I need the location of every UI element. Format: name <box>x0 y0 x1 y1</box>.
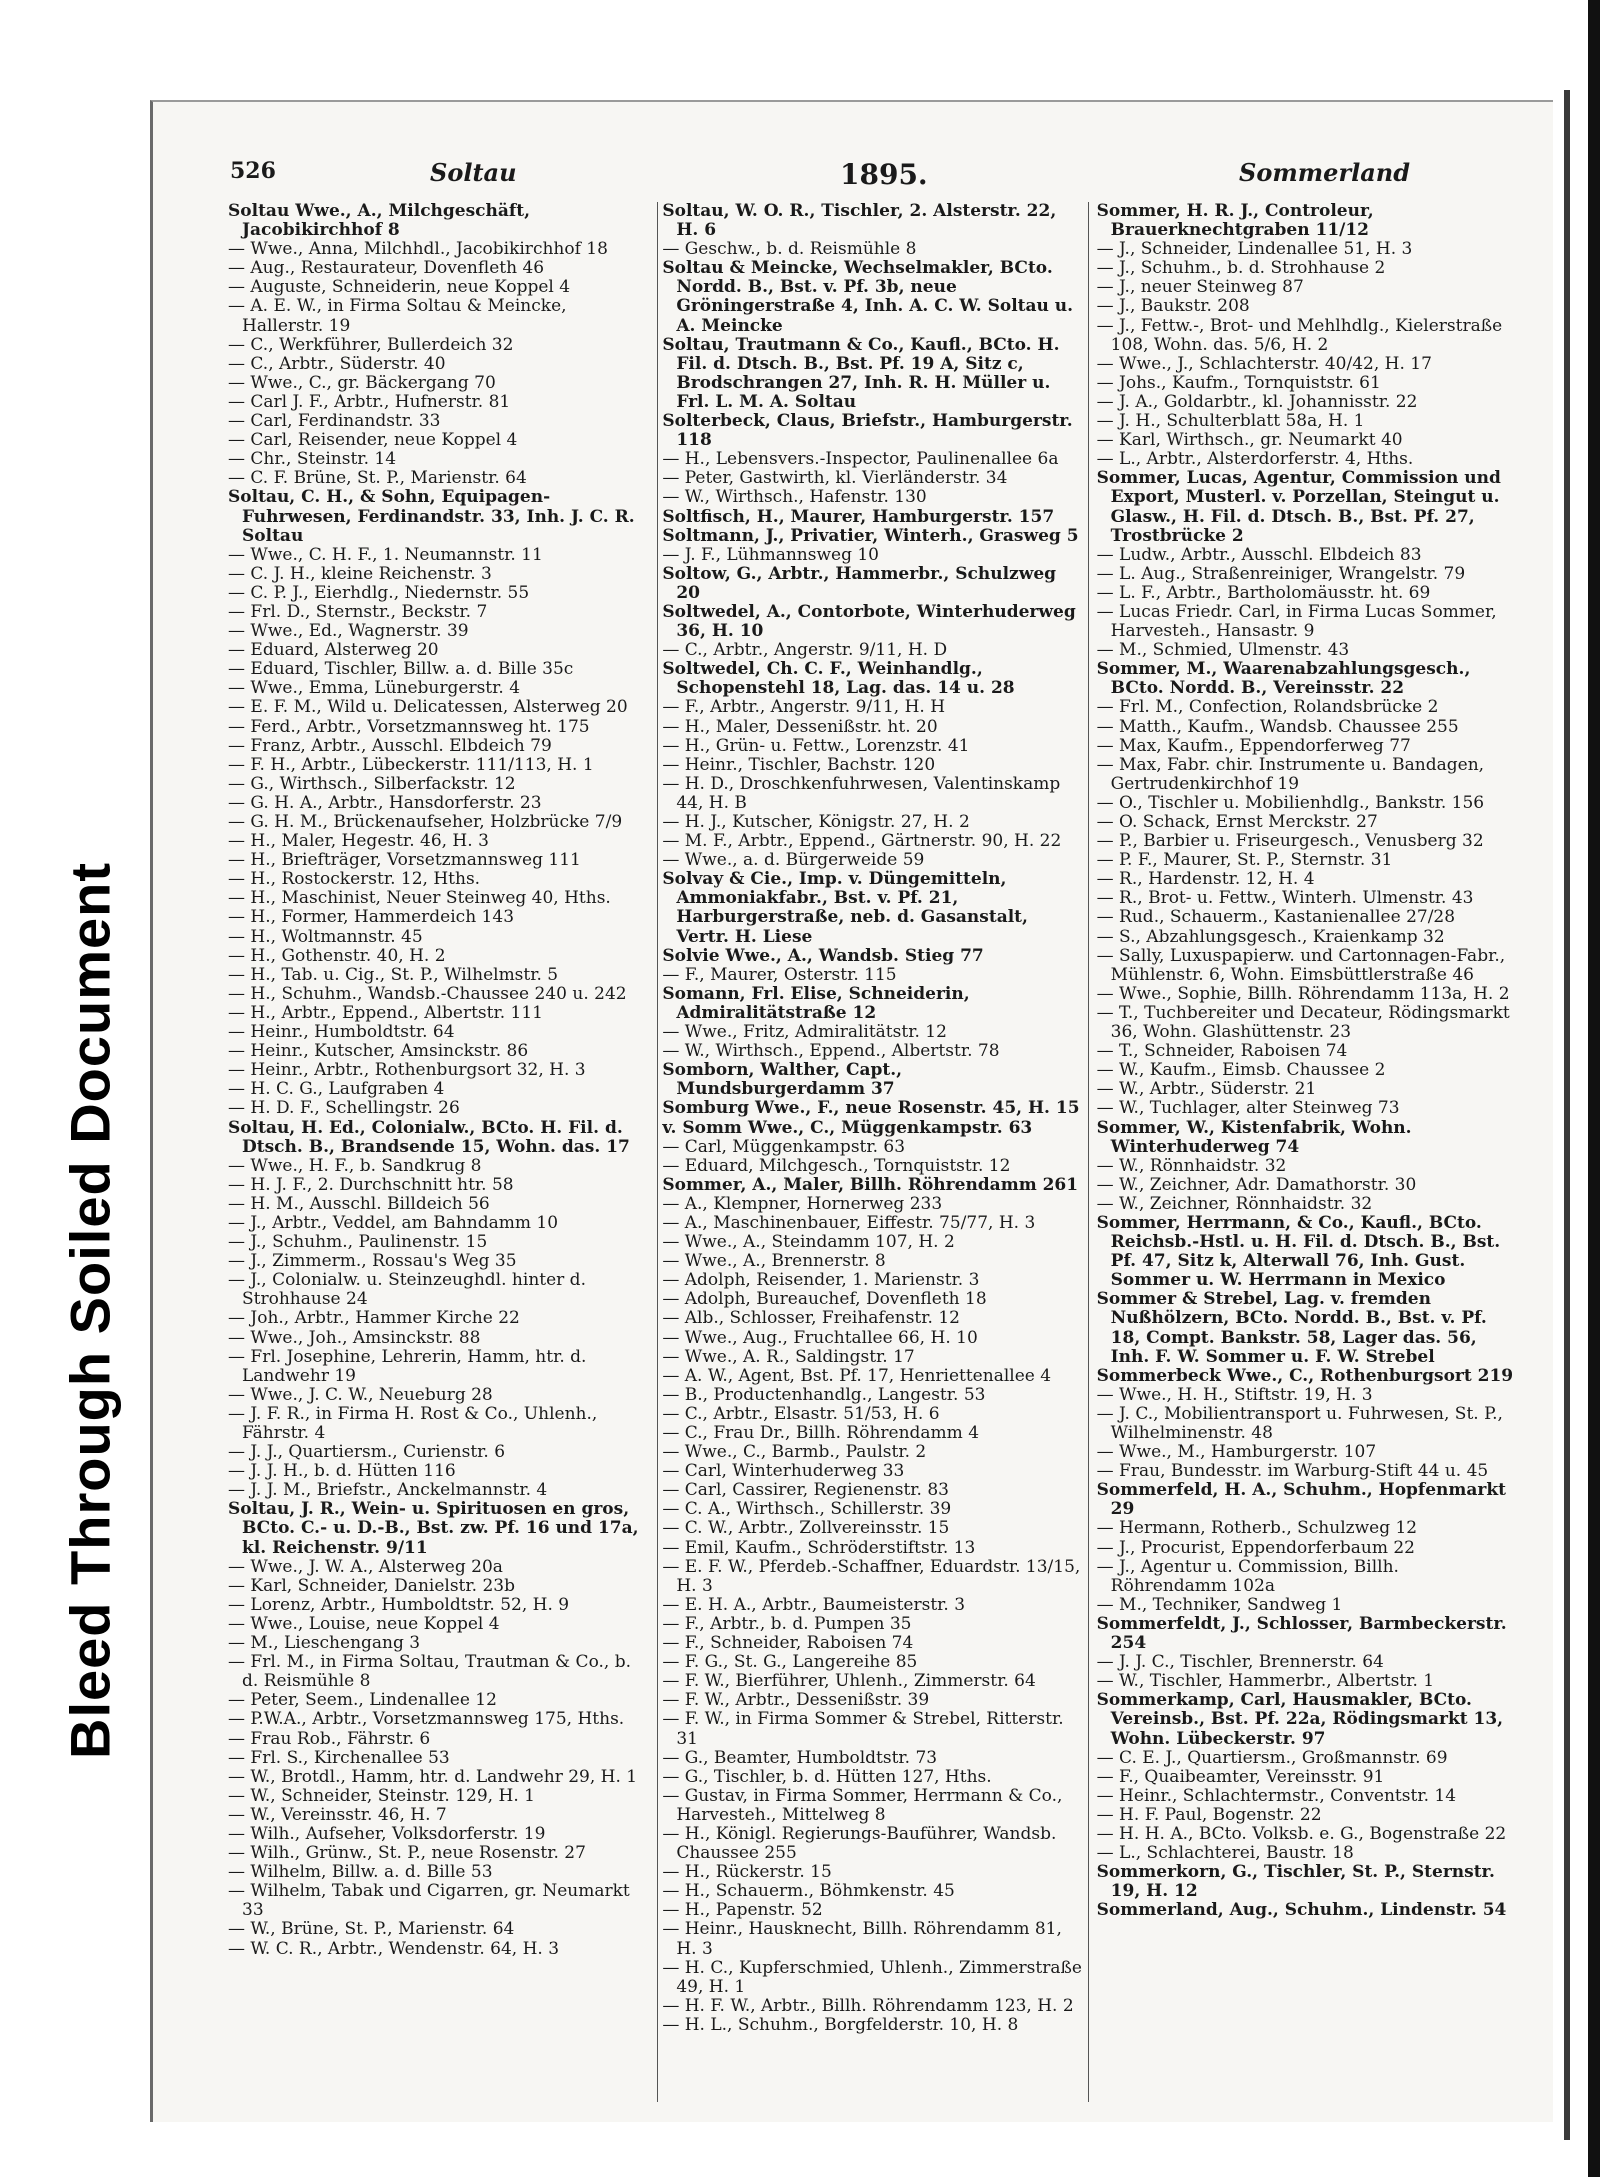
directory-entry: — Wwe., Fritz, Admiralitätstr. 12 <box>662 1022 947 1043</box>
directory-entry: — M. F., Arbtr., Eppend., Gärtnerstr. 90, H. 22 <box>662 831 1062 852</box>
bleed-through-stamp: Bleed Through Soiled Document <box>58 861 122 1759</box>
directory-entry: Soltau, H. Ed., Colonialw., BCto. H. Fil. d. Dtsch. B., Brandsende 15, Wohn. das. 17 <box>228 1117 630 1157</box>
directory-entry: — J., Zimmerm., Rossau's Weg 35 <box>228 1251 517 1272</box>
directory-entry: — H. C. G., Laufgraben 4 <box>228 1079 445 1100</box>
directory-entry: — R., Hardenstr. 12, H. 4 <box>1096 869 1315 890</box>
directory-entry: — M., Schmied, Ulmenstr. 43 <box>1096 640 1350 661</box>
directory-entry: Sommerfeldt, J., Schlosser, Barmbeckerstr. 254 <box>1096 1613 1513 1654</box>
directory-entry: — O. Schack, Ernst Merckstr. 27 <box>1096 812 1378 832</box>
directory-entry: — T., Schneider, Raboisen 74 <box>1096 1041 1348 1062</box>
directory-entry: — W., Kaufm., Eimsb. Chaussee 2 <box>1096 1060 1386 1081</box>
directory-entry: — H. J. F., 2. Durchschnitt htr. 58 <box>228 1174 514 1195</box>
directory-entry: — F. W., Bierführer, Uhlenh., Zimmerstr. 64 <box>662 1671 1036 1692</box>
directory-entry: Somann, Frl. Elise, Schneiderin, Admiralitätstraße 12 <box>662 983 976 1023</box>
directory-entry: Soltfisch, H., Maurer, Hamburgerstr. 157 <box>662 506 1055 527</box>
directory-entry: — J. J. M., Briefstr., Anckelmannstr. 4 <box>228 1480 548 1501</box>
directory-entry: — Sally, Luxuspapierw. und Cartonnagen-Fabr., Mühlenstr. 6, Wohn. Eimsbüttlerstraße 46 <box>1096 945 1511 985</box>
directory-entry: — J. H., Schulterblatt 58a, H. 1 <box>1096 411 1365 432</box>
directory-entry: — C. W., Arbtr., Zollvereinsstr. 15 <box>662 1518 950 1539</box>
directory-entry: — Auguste, Schneiderin, neue Koppel 4 <box>228 277 571 298</box>
directory-entry: — Frl. S., Kirchenallee 53 <box>228 1747 450 1768</box>
directory-entry: — Wwe., Joh., Amsinckstr. 88 <box>228 1327 481 1348</box>
directory-entry: — Eduard, Alsterweg 20 <box>228 640 439 661</box>
directory-entry: — H. L., Schuhm., Borgfelderstr. 10, H. 8 <box>662 2014 1019 2035</box>
directory-entry: — F., Schneider, Raboisen 74 <box>662 1633 914 1654</box>
directory-entry: — Hermann, Rotherb., Schulzweg 12 <box>1096 1518 1418 1539</box>
directory-entry: — Wwe., Emma, Lüneburgerstr. 4 <box>228 678 521 699</box>
directory-entry: Soltau Wwe., A., Milchgeschäft, Jacobikirchhof 8 <box>228 202 536 241</box>
directory-entry: — Carl J. F., Arbtr., Hufnerstr. 81 <box>228 391 511 412</box>
directory-entry: — F. G., St. G., Langereihe 85 <box>662 1652 918 1673</box>
directory-entry: — S., Abzahlungsgesch., Kraienkamp 32 <box>1096 926 1445 947</box>
directory-entry: — Wwe., C., gr. Bäckergang 70 <box>228 372 496 393</box>
directory-entry: — Eduard, Tischler, Billw. a. d. Bille 35c <box>228 659 574 680</box>
directory-entry: Sommer, H. R. J., Controleur, Brauerknechtgraben 11/12 <box>1096 202 1380 241</box>
directory-entry: — Emil, Kaufm., Schröderstiftstr. 13 <box>662 1537 976 1558</box>
directory-entry: Soltow, G., Arbtr., Hammerbr., Schulzweg 20 <box>662 563 1062 603</box>
directory-entry: — Heinr., Schlachtermstr., Conventstr. 14 <box>1096 1785 1457 1806</box>
directory-entry: — A. W., Agent, Bst. Pf. 17, Henriettenallee 4 <box>662 1365 1052 1386</box>
directory-entry: — G. H. A., Arbtr., Hansdorferstr. 23 <box>228 792 542 813</box>
directory-entry: — Johs., Kaufm., Tornquiststr. 61 <box>1096 372 1381 393</box>
directory-entry: — F., Maurer, Osterstr. 115 <box>662 964 897 985</box>
directory-entry: — G., Tischler, b. d. Hütten 127, Hths. <box>662 1766 992 1787</box>
directory-entry: Sommer, Lucas, Agentur, Commission und Export, Musterl. v. Porzellan, Steingut u. Glasw., H. Fil. d. Dtsch. B., Bst. Pf. 27, Trostbrücke 2 <box>1096 468 1507 546</box>
directory-entry: — Wwe., J., Schlachterstr. 40/42, H. 17 <box>1096 353 1432 374</box>
directory-entry: — R., Brot- u. Fettw., Winterh. Ulmenstr. 43 <box>1096 888 1474 909</box>
directory-entry: — W., Schneider, Steinstr. 129, H. 1 <box>228 1785 535 1806</box>
scan-edge-strip <box>1588 0 1600 2177</box>
directory-entry: — Wwe., H. F., b. Sandkrug 8 <box>228 1155 482 1176</box>
directory-entry: — Frl. Josephine, Lehrerin, Hamm, htr. d. Landwehr 19 <box>228 1346 592 1386</box>
directory-entry: — J., Schneider, Lindenallee 51, H. 3 <box>1096 239 1413 260</box>
year-heading: 1895. <box>840 158 928 191</box>
directory-entry: — H., Grün- u. Fettw., Lorenzstr. 41 <box>662 735 970 756</box>
directory-entry: Soltmann, J., Privatier, Winterh., Grasweg 5 <box>662 525 1079 546</box>
directory-entry: — W., Zeichner, Rönnhaidstr. 32 <box>1096 1193 1373 1214</box>
directory-entry: — P., Barbier u. Friseurgesch., Venusberg 32 <box>1096 831 1484 852</box>
directory-entry: — Max, Fabr. chir. Instrumente u. Bandagen, Gertrudenkirchhof 19 <box>1096 754 1490 794</box>
directory-entry: — W., Vereinsstr. 46, H. 7 <box>228 1804 447 1825</box>
directory-entry: — Gustav, in Firma Sommer, Herrmann & Co., Harvesteh., Mittelweg 8 <box>662 1785 1068 1825</box>
directory-entry: — H., Woltmannstr. 45 <box>228 926 423 947</box>
directory-entry: — Karl, Wirthsch., gr. Neumarkt 40 <box>1096 430 1403 451</box>
directory-entry: — Heinr., Arbtr., Rothenburgsort 32, H. 3 <box>228 1060 586 1081</box>
directory-entry: — Wwe., M., Hamburgerstr. 107 <box>1096 1442 1377 1463</box>
directory-entry: — F., Arbtr., b. d. Pumpen 35 <box>662 1613 912 1634</box>
directory-entry: — Adolph, Reisender, 1. Marienstr. 3 <box>662 1270 980 1291</box>
directory-entry: — J., Agentur u. Commission, Billh. Röhrendamm 102a <box>1096 1556 1405 1596</box>
directory-entry: — J. J. C., Tischler, Brennerstr. 64 <box>1096 1652 1384 1673</box>
directory-entry: — H., Rostockerstr. 12, Hths. <box>228 869 481 890</box>
directory-entry: — Joh., Arbtr., Hammer Kirche 22 <box>228 1308 520 1329</box>
directory-entry: — Frl. M., in Firma Soltau, Trautman & Co., b. d. Reismühle 8 <box>228 1652 637 1692</box>
directory-entry: — Wwe., C., Barmb., Paulstr. 2 <box>662 1442 927 1463</box>
column-left <box>228 202 649 2102</box>
directory-entry: — L., Arbtr., Alsterdorferstr. 4, Hths. <box>1096 449 1414 470</box>
directory-entry: — H., Briefträger, Vorsetzmannsweg 111 <box>228 850 581 871</box>
directory-entry: — H., Gothenstr. 40, H. 2 <box>228 945 446 966</box>
directory-entry: — J. F. R., in Firma H. Rost & Co., Uhlenh., Fährstr. 4 <box>228 1403 603 1443</box>
page-number: 526 <box>230 158 276 184</box>
directory-entry: — Adolph, Bureauchef, Dovenfleth 18 <box>662 1289 987 1310</box>
directory-entry: — J., Baukstr. 208 <box>1096 296 1250 317</box>
directory-entry: — Max, Kaufm., Eppendorferweg 77 <box>1096 735 1411 756</box>
directory-entry: — Carl, Reisender, neue Koppel 4 <box>228 430 518 451</box>
directory-entry: — H., Arbtr., Eppend., Albertstr. 111 <box>228 1002 543 1023</box>
directory-entry: — C., Arbtr., Süderstr. 40 <box>228 353 446 374</box>
directory-entry: — J. J., Quartiersm., Curienstr. 6 <box>228 1442 506 1463</box>
directory-entry: — J. A., Goldarbtr., kl. Johannisstr. 22 <box>1096 391 1418 412</box>
directory-entry: — P. F., Maurer, St. P., Sternstr. 31 <box>1096 850 1393 871</box>
directory-entry: — J., Schuhm., b. d. Strohhause 2 <box>1096 258 1386 279</box>
directory-entry: — L. F., Arbtr., Bartholomäusstr. ht. 69 <box>1096 582 1431 603</box>
directory-entry: Soltau, Trautmann & Co., Kaufl., BCto. H. Fil. d. Dtsch. B., Bst. Pf. 19 A, Sitz c, Brodschrangen 27, Inh. R. H. Müller u. Frl. L. M. A. Soltau <box>662 334 1066 412</box>
right-running-head: Sommerland <box>1239 158 1410 187</box>
directory-entry: — Wilhelm, Tabak und Cigarren, gr. Neumarkt 33 <box>228 1881 636 1921</box>
directory-entry: Sommer, Herrmann, & Co., Kaufl., BCto. Reichsb.-Hstl. u. H. Fil. d. Dtsch. B., Bst. Pf. 47, Sitz k, Alterwall 76, Inh. Gust. Sommer u. W. Herrmann in Mexico <box>1096 1212 1507 1291</box>
directory-entry: — H., Tab. u. Cig., St. P., Wilhelmstr. 5 <box>228 964 559 985</box>
directory-entry: — H. M., Ausschl. Billdeich 56 <box>228 1193 490 1214</box>
directory-entry: — W., Brüne, St. P., Marienstr. 64 <box>228 1919 515 1940</box>
directory-entry: — Chr., Steinstr. 14 <box>228 449 397 470</box>
directory-entry: — H., Maschinist, Neuer Steinweg 40, Hths. <box>228 888 611 909</box>
directory-entry: — H. D., Droschkenfuhrwesen, Valentinskamp 44, H. B <box>662 773 1066 813</box>
directory-entry: — W., Arbtr., Süderstr. 21 <box>1096 1079 1317 1100</box>
directory-entry: — Frau, Bundesstr. im Warburg-Stift 44 u. 45 <box>1096 1461 1489 1482</box>
directory-entry: Soltau, J. R., Wein- u. Spirituosen en gros, BCto. C.- u. D.-B., Bst. zw. Pf. 16 und 17a, kl. Reichenstr. 9/11 <box>228 1499 645 1558</box>
directory-entry: — A., Maschinenbauer, Eiffestr. 75/77, H. 3 <box>662 1212 1036 1233</box>
directory-entry: — L., Schlachterei, Baustr. 18 <box>1096 1843 1354 1864</box>
directory-entry: — H., Maler, Hegestr. 46, H. 3 <box>228 831 489 852</box>
directory-entry: — Matth., Kaufm., Wandsb. Chaussee 255 <box>1096 716 1459 737</box>
directory-entry: — H. J., Kutscher, Königstr. 27, H. 2 <box>662 812 970 832</box>
directory-entry: — P.W.A., Arbtr., Vorsetzmannsweg 175, Hths. <box>228 1709 625 1730</box>
directory-entry: — H. F. W., Arbtr., Billh. Röhrendamm 123, H. 2 <box>662 1995 1074 2016</box>
page-header <box>230 158 1410 198</box>
directory-entry: — M., Lieschengang 3 <box>228 1633 421 1654</box>
directory-entry: — H., Königl. Regierungs-Bauführer, Wandsb. Chaussee 255 <box>662 1823 1062 1864</box>
directory-entry: — Wwe., a. d. Bürgerweide 59 <box>662 850 925 871</box>
directory-entry: — Wwe., Louise, neue Koppel 4 <box>228 1613 500 1634</box>
directory-entry: — Wwe., J. C. W., Neueburg 28 <box>228 1384 493 1405</box>
directory-columns <box>228 202 1518 2102</box>
directory-entry: — Wwe., Aug., Fruchtallee 66, H. 10 <box>662 1327 978 1348</box>
directory-entry: Solvie Wwe., A., Wandsb. Stieg 77 <box>662 945 984 966</box>
directory-entry: — J., Procurist, Eppendorferbaum 22 <box>1096 1537 1415 1558</box>
directory-entry: — F., Quaibeamter, Vereinsstr. 91 <box>1096 1766 1385 1787</box>
directory-entry: — Heinr., Hausknecht, Billh. Röhrendamm 81, H. 3 <box>662 1919 1068 1959</box>
directory-entry: — H. F. Paul, Bogenstr. 22 <box>1096 1804 1322 1825</box>
directory-entry: — H., Schauerm., Böhmkenstr. 45 <box>662 1881 955 1902</box>
directory-entry: — C. F. Brüne, St. P., Marienstr. 64 <box>228 468 527 489</box>
directory-entry: — J. F., Lühmannsweg 10 <box>662 544 879 565</box>
directory-entry: — W., Tuchlager, alter Steinweg 73 <box>1096 1098 1400 1119</box>
directory-entry: — Carl, Ferdinandstr. 33 <box>228 411 441 432</box>
directory-entry: — Wilh., Grünw., St. P., neue Rosenstr. 27 <box>228 1843 586 1864</box>
directory-entry: — C., Werkführer, Bullerdeich 32 <box>228 334 514 355</box>
column-middle <box>657 202 1088 2102</box>
directory-entry: — Karl, Schneider, Danielstr. 23b <box>228 1575 515 1596</box>
directory-entry: — L. Aug., Straßenreiniger, Wrangelstr. 79 <box>1096 563 1466 584</box>
directory-entry: — Wwe., A. R., Saldingstr. 17 <box>662 1346 915 1367</box>
directory-entry: — H. C., Kupferschmied, Uhlenh., Zimmerstraße 49, H. 1 <box>662 1957 1088 1997</box>
directory-entry: — Frl. M., Confection, Rolandsbrücke 2 <box>1096 697 1439 718</box>
directory-entry: — J., neuer Steinweg 87 <box>1096 277 1304 298</box>
scan-edge-line <box>1564 90 1570 2140</box>
directory-entry: — Franz, Arbtr., Ausschl. Elbdeich 79 <box>228 735 552 756</box>
directory-entry: Sommerbeck Wwe., C., Rothenburgsort 219 <box>1096 1365 1514 1386</box>
directory-entry: — Wwe., A., Steindamm 107, H. 2 <box>662 1232 955 1253</box>
directory-entry: — C., Frau Dr., Billh. Röhrendamm 4 <box>662 1423 980 1443</box>
directory-entry: — H., Former, Hammerdeich 143 <box>228 907 515 928</box>
directory-entry: — C. P. J., Eierhdlg., Niedernstr. 55 <box>228 582 530 603</box>
directory-entry: Solvay & Cie., Imp. v. Düngemitteln, Ammoniakfabr., Bst. v. Pf. 21, Harburgerstraße, neb. d. Gasanstalt, Vertr. H. Liese <box>662 869 1034 947</box>
directory-entry: — Ferd., Arbtr., Vorsetzmannsweg ht. 175 <box>228 716 590 737</box>
directory-entry: — H. D. F., Schellingstr. 26 <box>228 1098 460 1119</box>
directory-entry: v. Somm Wwe., C., Müggenkampstr. 63 <box>662 1117 1033 1138</box>
directory-entry: — F. W., in Firma Sommer & Strebel, Ritterstr. 31 <box>662 1709 1070 1749</box>
directory-entry: — Eduard, Milchgesch., Tornquiststr. 12 <box>662 1155 1011 1176</box>
directory-entry: — Frau Rob., Fährstr. 6 <box>228 1728 431 1749</box>
directory-entry: — Wwe., C. H. F., 1. Neumannstr. 11 <box>228 544 543 565</box>
directory-entry: Soltau & Meincke, Wechselmakler, BCto. Nordd. B., Bst. v. Pf. 3b, neue Gröningerstraße 4, Inh. A. C. W. Soltau u. A. Meincke <box>662 258 1079 336</box>
directory-entry: — H. H. A., BCto. Volksb. e. G., Bogenstraße 22 <box>1096 1823 1507 1844</box>
directory-entry: — H., Schuhm., Wandsb.-Chaussee 240 u. 242 <box>228 983 627 1004</box>
directory-entry: — H., Maler, Dessenißstr. ht. 20 <box>662 716 938 737</box>
directory-entry: — J., Schuhm., Paulinenstr. 15 <box>228 1232 488 1253</box>
directory-entry: — F. H., Arbtr., Lübeckerstr. 111/113, H. 1 <box>228 754 594 775</box>
directory-entry: — M., Techniker, Sandweg 1 <box>1096 1594 1343 1615</box>
directory-entry: — Geschw., b. d. Reismühle 8 <box>662 239 917 260</box>
directory-entry: Soltau, C. H., & Sohn, Equipagen-Fuhrwesen, Ferdinandstr. 33, Inh. J. C. R. Soltau <box>228 487 641 546</box>
directory-entry: — Wwe., H. H., Stiftstr. 19, H. 3 <box>1096 1384 1373 1405</box>
directory-entry: — E. F. M., Wild u. Delicatessen, Alsterweg 20 <box>228 697 628 718</box>
directory-entry: — W., Rönnhaidstr. 32 <box>1096 1155 1287 1176</box>
directory-entry: — Wilh., Aufseher, Volksdorferstr. 19 <box>228 1823 546 1844</box>
directory-entry: — C. E. J., Quartiersm., Großmannstr. 69 <box>1096 1747 1448 1768</box>
directory-entry: — J., Arbtr., Veddel, am Bahndamm 10 <box>228 1212 559 1233</box>
left-running-head: Soltau <box>430 158 517 187</box>
directory-entry: — Carl, Cassirer, Regienenstr. 83 <box>662 1480 949 1501</box>
directory-entry: — J. C., Mobilientransport u. Fuhrwesen, St. P., Wilhelminenstr. 48 <box>1096 1403 1509 1443</box>
directory-entry: Sommerkorn, G., Tischler, St. P., Sternstr. 19, H. 12 <box>1096 1862 1501 1902</box>
directory-entry: — W., Zeichner, Adr. Damathorstr. 30 <box>1096 1174 1417 1195</box>
directory-entry: Sommerland, Aug., Schuhm., Lindenstr. 54 <box>1096 1900 1507 1921</box>
directory-entry: Soltwedel, Ch. C. F., Weinhandlg., Schopenstehl 18, Lag. das. 14 u. 28 <box>662 659 1015 699</box>
directory-entry: — J., Fettw.-, Brot- und Mehlhdlg., Kielerstraße 108, Wohn. das. 5/6, H. 2 <box>1096 315 1508 355</box>
directory-entry: — Ludw., Arbtr., Ausschl. Elbdeich 83 <box>1096 544 1422 565</box>
directory-entry: — C., Arbtr., Elsastr. 51/53, H. 6 <box>662 1403 940 1424</box>
directory-entry: — Carl, Müggenkampstr. 63 <box>662 1136 906 1157</box>
directory-entry: — H., Rückerstr. 15 <box>662 1862 832 1883</box>
directory-entry: — Aug., Restaurateur, Dovenfleth 46 <box>228 258 545 279</box>
directory-entry: — Wwe., A., Brennerstr. 8 <box>662 1251 886 1272</box>
directory-entry: — Peter, Seem., Lindenallee 12 <box>228 1690 497 1711</box>
directory-entry: Sommer, A., Maler, Billh. Röhrendamm 261 <box>662 1174 1079 1195</box>
directory-entry: — W., Wirthsch., Eppend., Albertstr. 78 <box>662 1041 1000 1062</box>
directory-entry: Soltwedel, A., Contorbote, Winterhuderweg 36, H. 10 <box>662 601 1082 642</box>
directory-entry: — J., Colonialw. u. Steinzeughdl. hinter d. Strohhause 24 <box>228 1270 592 1310</box>
directory-entry: — F., Arbtr., Angerstr. 9/11, H. H <box>662 697 946 718</box>
directory-entry: — Carl, Winterhuderweg 33 <box>662 1461 905 1482</box>
directory-entry: Sommer, W., Kistenfabrik, Wohn. Winterhuderweg 74 <box>1096 1117 1418 1157</box>
directory-entry: — Wwe., Anna, Milchhdl., Jacobikirchhof 18 <box>228 239 608 260</box>
directory-entry: — Wilhelm, Billw. a. d. Bille 53 <box>228 1862 493 1883</box>
column-right <box>1097 202 1518 2102</box>
directory-entry: Sommer & Strebel, Lag. v. fremden Nußhölzern, BCto. Nordd. B., Bst. v. Pf. 18, Compt. Bankstr. 58, Lager das. 56, Inh. F. W. Sommer u. F. W. Strebel <box>1096 1289 1493 1367</box>
directory-entry: — W., Wirthsch., Hafenstr. 130 <box>662 487 927 508</box>
directory-entry: — Rud., Schauerm., Kastanienallee 27/28 <box>1096 907 1456 928</box>
directory-entry: Somborn, Walther, Capt., Mundsburgerdamm 37 <box>662 1060 909 1100</box>
directory-entry: — E. H. A., Arbtr., Baumeisterstr. 3 <box>662 1594 966 1615</box>
directory-entry: — B., Productenhandlg., Langestr. 53 <box>662 1384 986 1405</box>
directory-entry: — W., Tischler, Hammerbr., Albertstr. 1 <box>1096 1671 1435 1692</box>
directory-entry: — G., Beamter, Humboldtstr. 73 <box>662 1747 938 1768</box>
directory-entry: — E. F. W., Pferdeb.-Schaffner, Eduardstr. 13/15, H. 3 <box>662 1556 1086 1596</box>
directory-entry: — G. H. M., Brückenaufseher, Holzbrücke 7/9 <box>228 812 623 832</box>
directory-entry: — Heinr., Humboldtstr. 64 <box>228 1022 455 1043</box>
directory-entry: — Wwe., Ed., Wagnerstr. 39 <box>228 621 469 642</box>
directory-entry: — Wwe., Sophie, Billh. Röhrendamm 113a, H. 2 <box>1096 983 1510 1004</box>
directory-entry: — A., Klempner, Hornerweg 233 <box>662 1193 943 1214</box>
directory-entry: — H., Lebensvers.-Inspector, Paulinenallee 6a <box>662 449 1059 470</box>
directory-entry: — Lucas Friedr. Carl, in Firma Lucas Sommer, Harvesteh., Hansastr. 9 <box>1096 601 1503 642</box>
directory-entry: — G., Wirthsch., Silberfackstr. 12 <box>228 773 516 794</box>
directory-entry: Soltau, W. O. R., Tischler, 2. Alsterstr. 22, H. 6 <box>662 202 1063 241</box>
directory-entry: — C. A., Wirthsch., Schillerstr. 39 <box>662 1499 952 1520</box>
directory-entry: — C. J. H., kleine Reichenstr. 3 <box>228 563 492 584</box>
directory-entry: — O., Tischler u. Mobilienhdlg., Bankstr. 156 <box>1096 792 1485 813</box>
directory-entry: — Heinr., Tischler, Bachstr. 120 <box>662 754 936 775</box>
directory-entry: — Alb., Schlosser, Freihafenstr. 12 <box>662 1308 960 1329</box>
directory-entry: — A. E. W., in Firma Soltau & Meincke, Hallerstr. 19 <box>228 296 572 336</box>
directory-entry: — T., Tuchbereiter und Decateur, Rödingsmarkt 36, Wohn. Glashüttenstr. 23 <box>1096 1002 1516 1043</box>
directory-entry: — Heinr., Kutscher, Amsinckstr. 86 <box>228 1041 529 1062</box>
directory-entry: — Wwe., J. W. A., Alsterweg 20a <box>228 1556 503 1577</box>
directory-entry: — F. W., Arbtr., Dessenißstr. 39 <box>662 1690 930 1711</box>
directory-entry: Somburg Wwe., F., neue Rosenstr. 45, H. 15 <box>662 1098 1080 1119</box>
directory-entry: Sommer, M., Waarenabzahlungsgesch., BCto. Nordd. B., Vereinsstr. 22 <box>1096 659 1477 699</box>
directory-entry: — C., Arbtr., Angerstr. 9/11, H. D <box>662 640 948 661</box>
directory-entry: — W. C. R., Arbtr., Wendenstr. 64, H. 3 <box>228 1938 560 1959</box>
directory-entry: Sommerkamp, Carl, Hausmakler, BCto. Vereinsb., Bst. Pf. 22a, Rödingsmarkt 13, Wohn. Lübeckerstr. 97 <box>1096 1690 1510 1749</box>
directory-entry: — Peter, Gastwirth, kl. Vierländerstr. 34 <box>662 468 1008 489</box>
directory-entry: — J. J. H., b. d. Hütten 116 <box>228 1461 456 1482</box>
directory-entry: — Frl. D., Sternstr., Beckstr. 7 <box>228 601 488 622</box>
directory-entry: — H., Papenstr. 52 <box>662 1900 823 1921</box>
directory-entry: — W., Brotdl., Hamm, htr. d. Landwehr 29, H. 1 <box>228 1766 638 1787</box>
directory-entry: Solterbeck, Claus, Briefstr., Hamburgerstr. 118 <box>662 411 1079 451</box>
directory-entry: — Lorenz, Arbtr., Humboldtstr. 52, H. 9 <box>228 1594 570 1615</box>
directory-entry: Sommerfeld, H. A., Schuhm., Hopfenmarkt 29 <box>1096 1480 1512 1520</box>
